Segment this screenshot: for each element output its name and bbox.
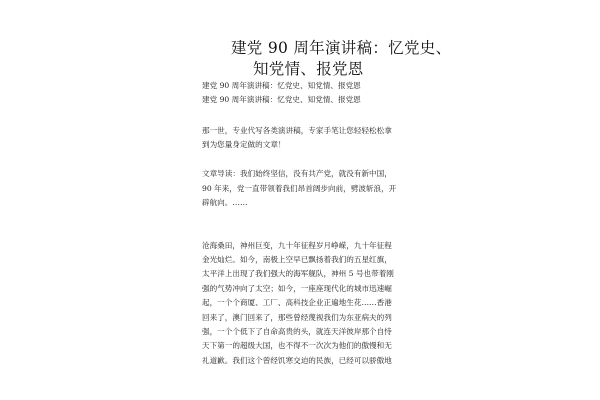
paragraph-line: 90 年来，党一直带领着我们昂首阔步向前，劈波斩浪，开 xyxy=(202,183,397,193)
main-paragraph xyxy=(202,239,402,369)
paragraph-line: 辟航向。…… xyxy=(202,198,248,208)
paragraph-line: 强，一个个低下了自命高贵的头，就连天洋彼岸那个自恃 xyxy=(202,327,392,337)
promo-paragraph xyxy=(202,124,402,153)
title-line-1: 建党 90 周年演讲稿：忆党史、 xyxy=(231,39,452,57)
paragraph-line: 天下第一的超级大国，也不得不一次次为他们的傲慢和无 xyxy=(202,341,392,351)
document-title xyxy=(202,38,462,80)
paragraph-line: 起，一个个商厦、工厂、高科技企业正遍地生花……香港 xyxy=(202,298,392,308)
paragraph-line: 礼道歉。我们这个曾经饥寒交迫的民族，已经可以骄傲地 xyxy=(202,355,392,365)
paragraph-line: 金光灿烂。如今，南极上空早已飘扬着我们的五星红旗， xyxy=(202,255,392,265)
paragraph-line: 强的气势冲向了太空；如今，一座座现代化的城市迅速崛 xyxy=(202,283,392,293)
repeat-title-block xyxy=(202,79,402,107)
paragraph-line: 文章导读：我们始终坚信，没有共产党，就没有新中国， xyxy=(202,169,392,179)
repeat-title-line: 建党 90 周年演讲稿：忆党史、知党情、报党恩 xyxy=(202,81,361,90)
paragraph-line: 那一世，专业代写各类演讲稿，专家手笔让您轻轻松松拿 xyxy=(202,125,392,135)
paragraph-line: 到为您量身定做的文章！ xyxy=(202,140,286,149)
title-line-2: 知党情、报党恩 xyxy=(253,60,364,78)
paragraph-line: 太平洋上出现了我们强大的海军舰队，神州 5 号也带着刚 xyxy=(202,269,394,279)
paragraph-line: 沧海桑田，神州巨变，九十年征程岁月峥嵘，九十年征程 xyxy=(202,240,392,250)
document-body xyxy=(202,79,402,368)
paragraph-line: 回来了，澳门回来了，那些曾经蔑视我们为东亚病夫的列 xyxy=(202,312,392,322)
intro-paragraph xyxy=(202,167,402,210)
repeat-title-line: 建党 90 周年演讲稿：忆党史、知党情、报党恩 xyxy=(202,94,361,104)
